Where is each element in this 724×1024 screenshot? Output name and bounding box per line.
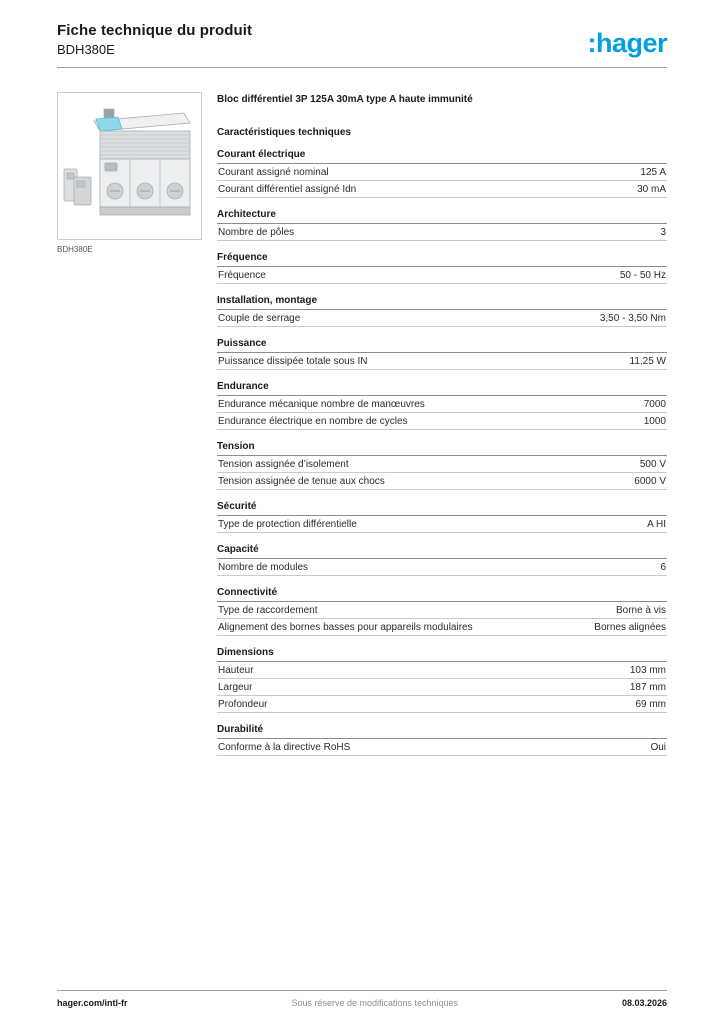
spec-section: [217, 647, 667, 713]
section-title: Architecture: [217, 209, 667, 224]
spec-value: 11,25 W: [629, 355, 666, 367]
spec-row: [217, 267, 667, 284]
product-image-column: [57, 92, 202, 767]
spec-label: Nombre de pôles: [218, 226, 295, 238]
spec-value: 3: [660, 226, 666, 238]
section-title: Connectivité: [217, 587, 667, 602]
spec-value: 7000: [643, 398, 666, 410]
spec-value: Bornes alignées: [594, 621, 666, 633]
spec-label: Endurance électrique en nombre de cycles: [218, 415, 408, 427]
spec-label: Nombre de modules: [218, 561, 309, 573]
spec-row: [217, 739, 667, 756]
spec-label: Tension assignée d’isolement: [218, 458, 349, 470]
spec-section: [217, 252, 667, 284]
spec-label: Hauteur: [218, 664, 254, 676]
spec-label: Type de protection différentielle: [218, 518, 357, 530]
product-image: [58, 93, 201, 239]
hager-logo: :hager: [587, 28, 667, 58]
main-content: [57, 92, 667, 767]
spec-section: [217, 209, 667, 241]
spec-value: 50 - 50 Hz: [619, 269, 666, 281]
spec-value: 69 mm: [635, 698, 666, 710]
spec-row: [217, 353, 667, 370]
footer-date: 08.03.2026: [621, 998, 667, 1008]
header-titles: [57, 22, 252, 57]
product-image-frame: [57, 92, 202, 240]
spec-value: Oui: [650, 741, 666, 753]
spec-label: Tension assignée de tenue aux chocs: [218, 475, 385, 487]
spec-value: 6: [660, 561, 666, 573]
spec-row: [217, 396, 667, 413]
section-title: Endurance: [217, 381, 667, 396]
spec-section: [217, 544, 667, 576]
spec-value: 103 mm: [629, 664, 666, 676]
spec-row: [217, 559, 667, 576]
product-image-caption: BDH380E: [57, 245, 93, 254]
characteristics-title: Caractéristiques techniques: [217, 127, 351, 138]
section-title: Fréquence: [217, 252, 667, 267]
page-header: [57, 22, 667, 68]
footer-divider: [57, 990, 667, 991]
spec-value: A HI: [647, 518, 666, 530]
spec-label: Fréquence: [218, 269, 266, 281]
spec-section: [217, 587, 667, 636]
spec-section: [217, 381, 667, 430]
footer-note: Sous réserve de modifications techniques: [291, 998, 459, 1008]
spec-row: [217, 224, 667, 241]
spec-sections: [217, 149, 667, 756]
section-title: Durabilité: [217, 724, 667, 739]
section-title: Courant électrique: [217, 149, 667, 164]
spec-label: Alignement des bornes basses pour appareils modulaires: [218, 621, 473, 633]
spec-row: [217, 516, 667, 533]
spec-row: [217, 164, 667, 181]
spec-column: [217, 92, 667, 767]
spec-value: 500 V: [639, 458, 666, 470]
spec-section: [217, 501, 667, 533]
spec-row: [217, 662, 667, 679]
spec-label: Puissance dissipée totale sous IN: [218, 355, 368, 367]
spec-row: [217, 181, 667, 198]
section-title: Sécurité: [217, 501, 667, 516]
section-title: Installation, montage: [217, 295, 667, 310]
spec-row: [217, 310, 667, 327]
section-title: Capacité: [217, 544, 667, 559]
page-footer: [57, 990, 667, 1008]
spec-value: 125 A: [640, 166, 666, 178]
spec-row: [217, 679, 667, 696]
spec-label: Largeur: [218, 681, 253, 693]
spec-value: 6000 V: [634, 475, 666, 487]
spec-value: 3,50 - 3,50 Nm: [599, 312, 666, 324]
page-title: Fiche technique du produit: [57, 22, 253, 39]
section-title: Puissance: [217, 338, 667, 353]
spec-row: [217, 473, 667, 490]
spec-value: Borne à vis: [615, 604, 666, 616]
spec-value: 187 mm: [629, 681, 666, 693]
spec-row: [217, 602, 667, 619]
spec-row: [217, 619, 667, 636]
spec-label: Courant assigné nominal: [218, 166, 329, 178]
spec-section: [217, 724, 667, 756]
spec-row: [217, 413, 667, 430]
spec-label: Type de raccordement: [218, 604, 318, 616]
spec-section: [217, 338, 667, 370]
spec-row: [217, 696, 667, 713]
spec-section: [217, 149, 667, 198]
section-title: Tension: [217, 441, 667, 456]
spec-value: 1000: [643, 415, 666, 427]
footer-link[interactable]: hager.com/intl-fr: [57, 998, 128, 1008]
spec-label: Courant différentiel assigné Idn: [218, 183, 357, 195]
spec-value: 30 mA: [637, 183, 666, 195]
section-title: Dimensions: [217, 647, 667, 662]
spec-row: [217, 456, 667, 473]
product-code: BDH380E: [57, 42, 115, 57]
spec-label: Conforme à la directive RoHS: [218, 741, 351, 753]
product-description: Bloc différentiel 3P 125A 30mA type A haute immunité: [217, 94, 473, 105]
spec-label: Endurance mécanique nombre de manœuvres: [218, 398, 425, 410]
spec-section: [217, 441, 667, 490]
spec-label: Couple de serrage: [218, 312, 301, 324]
spec-section: [217, 295, 667, 327]
spec-label: Profondeur: [218, 698, 268, 710]
footer-row: [57, 998, 667, 1008]
